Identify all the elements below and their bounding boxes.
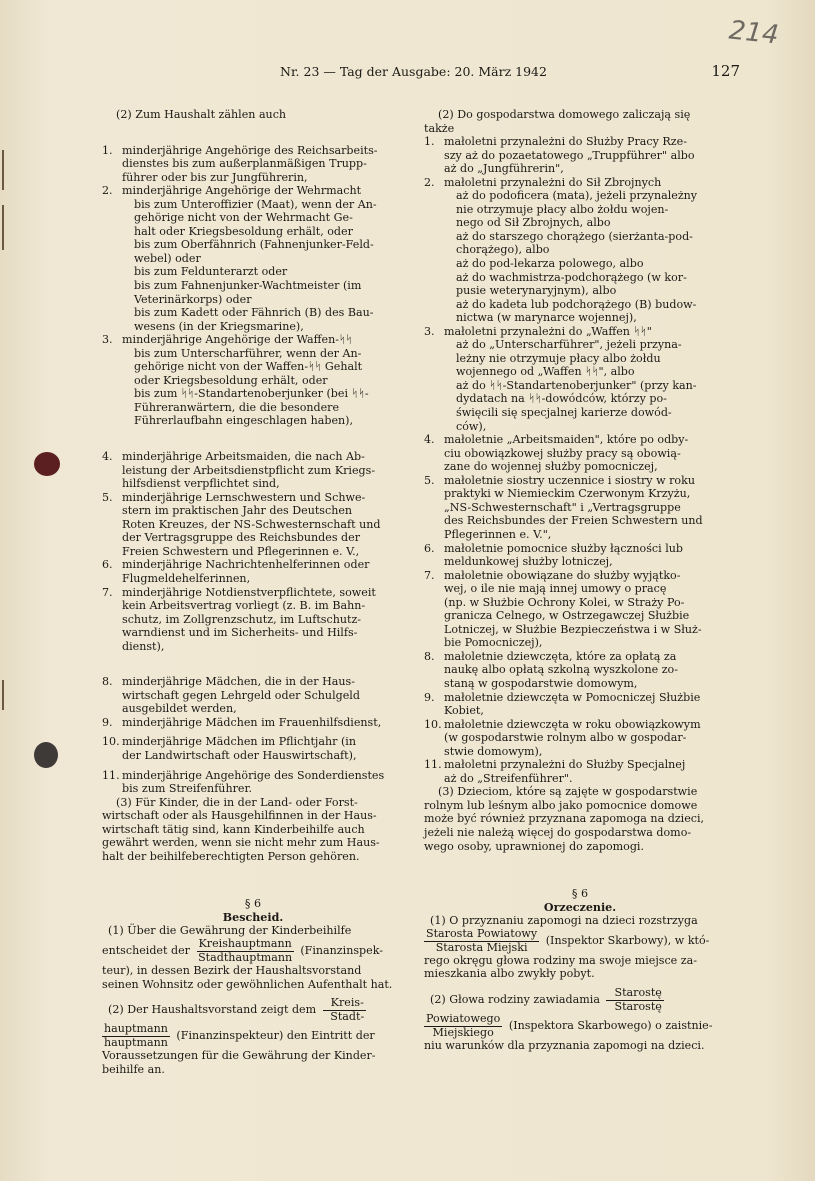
para-1-fraction-line — [424, 928, 736, 954]
item-number: 10. — [424, 717, 442, 731]
page-header — [280, 62, 740, 82]
text-line: bis zum Unteroffizier (Maat), wenn der An- — [134, 197, 377, 211]
list-item — [424, 474, 736, 542]
sub-item — [424, 338, 736, 433]
section-heading — [102, 897, 404, 924]
text-line: minderjährige Lernschwestern und Schwe- — [122, 490, 366, 504]
text-line: führer oder bis zur Jungführerin, — [122, 170, 308, 184]
item-number: 3. — [102, 333, 113, 347]
text-line: aż do pod-lekarza polowego, albo — [456, 257, 644, 271]
sub-item — [424, 189, 736, 324]
item-number: 2. — [424, 175, 435, 189]
text: (Finanzinspek- — [300, 943, 383, 957]
text-line: minderjährige Mädchen im Pflichtjahr (in — [122, 735, 356, 749]
list-item — [102, 144, 404, 185]
text-line: leżny nie otrzymuje płacy albo żołdu — [456, 351, 661, 365]
sub-item — [102, 198, 404, 333]
text-line: (w gospodarstwie rolnym albo w gospodar- — [444, 731, 687, 745]
item-number: 2. — [102, 184, 113, 198]
polish-item-list — [424, 135, 736, 785]
fraction-denominator: Stadt- — [330, 1010, 365, 1024]
text-line: niu warunków dla przyznania zapomogi na dzieci. — [424, 1038, 705, 1052]
section-heading — [424, 887, 736, 914]
para-2-fraction-line — [102, 1023, 404, 1049]
fraction-numerator: Starosta Powiatowy — [426, 926, 538, 940]
german-item-list — [102, 144, 404, 796]
spacer — [102, 653, 404, 675]
sub-item — [102, 347, 404, 428]
text-line: staną w gospodarstwie domowym, — [444, 676, 638, 690]
list-item — [424, 650, 736, 691]
list-item — [102, 558, 404, 585]
list-item — [424, 325, 736, 339]
text-line: wojennego od „Waffen ᛋᛋ", albo — [456, 365, 635, 379]
text-line: schutz, im Zollgrenzschutz, im Luftschutz- — [122, 612, 362, 626]
list-item — [102, 735, 404, 762]
fraction-denominator: Starostę — [614, 999, 662, 1013]
text-line: Flugmeldehelferinnen, — [122, 571, 251, 585]
text: (Finanzinspekteur) den Eintritt der — [176, 1029, 375, 1043]
text-line: meldunkowej służby lotniczej, — [444, 555, 613, 569]
list-item — [424, 135, 736, 176]
handwritten-annotation: 214 — [727, 15, 781, 51]
fraction-numerator: Powiatowego — [426, 1011, 501, 1025]
text-line: Pflegerinnen e. V.", — [444, 527, 552, 541]
text-line: wirtschaft oder als Hausgehilfinnen in der Haus- — [102, 809, 377, 823]
text-line: zane do wojennej służby pomocniczej, — [444, 460, 658, 474]
text-line: beihilfe an. — [102, 1062, 165, 1076]
text-line: dienstes bis zum außerplanmäßigen Trupp- — [122, 157, 367, 171]
text-line: des Reichsbundes der Freien Schwestern und — [444, 514, 703, 528]
list-item — [102, 586, 404, 654]
text-line: minderjährige Nachrichtenhelferinnen oder — [122, 558, 370, 572]
para-2-line — [424, 987, 736, 1013]
text-line: święcili się specjalnej karierze dowód- — [456, 406, 672, 420]
list-item — [424, 176, 736, 190]
text-line: teur), in dessen Bezirk der Haushaltsvorstand — [102, 963, 362, 977]
text-line: wej, o ile nie mają innej umowy o pracę — [444, 582, 667, 596]
fraction — [323, 997, 366, 1023]
text-line: małoletni przynależni do Służby Specjalnej — [444, 758, 686, 772]
text-line: chorążego), albo — [456, 243, 550, 257]
item-number: 5. — [102, 490, 113, 504]
text-line: minderjährige Angehörige der Wehrmacht — [122, 184, 362, 198]
text-line: aż do wachmistrza-podchorążego (w kor- — [456, 270, 687, 284]
list-item — [424, 758, 736, 785]
text-line: wesens (in der Kriegsmarine), — [134, 319, 304, 333]
text-line: stern im praktischen Jahr des Deutschen — [122, 504, 353, 518]
text-line: minderjährige Mädchen im Frauenhilfsdienst, — [122, 715, 382, 729]
text-line: pusie weterynaryjnym), albo — [456, 284, 617, 298]
item-number: 6. — [424, 541, 435, 555]
fraction — [424, 1013, 502, 1039]
punch-hole-mark — [34, 742, 58, 768]
fraction — [424, 928, 539, 954]
text-line: bis zum Fahnenjunker-Wachtmeister (im — [134, 279, 362, 293]
text: (Inspektora Skarbowego) o zaistnie- — [508, 1018, 713, 1032]
item-number: 8. — [102, 675, 113, 689]
fraction — [606, 987, 663, 1013]
text-line: minderjährige Angehörige des Sonderdienstes — [122, 768, 385, 782]
section-title: Orzeczenie. — [543, 900, 617, 914]
para-2-rest — [102, 1049, 404, 1076]
text-line: nie otrzymuje płacy albo żołdu wojen- — [456, 202, 669, 216]
text-line: warndienst und im Sicherheits- und Hilfs- — [122, 626, 358, 640]
text-line: minderjährige Angehörige der Waffen-ᛋᛋ — [122, 333, 353, 347]
text-line: bis zum Oberfähnrich (Fahnenjunker-Feld- — [134, 238, 374, 252]
text-line: małoletnie obowiązane do służby wyjątko- — [444, 568, 681, 582]
text-line: Führerlaufbahn eingeschlagen haben), — [134, 414, 354, 428]
text-line: bis zum Feldunterarzt oder — [134, 265, 288, 279]
item-number: 4. — [102, 450, 113, 464]
fraction-denominator: hauptmann — [104, 1036, 168, 1050]
text-line: der Vertragsgruppe des Reichsbundes der — [122, 531, 361, 545]
text-line: naukę albo opłatą szkolną wyszkolone zo- — [444, 663, 678, 677]
text-line: aż do kadeta lub podchorążego (B) budow- — [456, 297, 697, 311]
list-item — [102, 184, 404, 198]
item-number: 7. — [102, 585, 113, 599]
text-line: leistung der Arbeitsdienstpflicht zum Kriegs- — [122, 463, 376, 477]
item-number: 11. — [424, 758, 442, 772]
spacer — [102, 428, 404, 450]
fraction-denominator: Miejskiego — [432, 1025, 494, 1039]
para-1-line: (1) Über die Gewährung der Kinderbeihilfe — [108, 924, 352, 938]
section-title: Bescheid. — [222, 910, 284, 924]
list-item — [102, 333, 404, 347]
para-1-line: (1) O przyznaniu zapomogi na dzieci rozstrzyga — [430, 914, 698, 928]
text-line: rolnym lub leśnym albo jako pomocnice domowe — [424, 798, 698, 812]
list-item — [102, 675, 404, 716]
text-line: małoletni przynależni do Służby Pracy Rze- — [444, 135, 687, 149]
section-number: § 6 — [244, 897, 262, 911]
text-line: bis zum Streifenführer. — [122, 782, 253, 796]
item-number: 5. — [424, 473, 435, 487]
text-line: wirtschaft gegen Lehrgeld oder Schulgeld — [122, 688, 360, 702]
text-line: dydatach na ᛋᛋ-dowódców, którzy po- — [456, 392, 667, 406]
list-item — [102, 450, 404, 491]
text-line: minderjährige Notdienstverpflichtete, soweit — [122, 585, 376, 599]
fraction — [197, 938, 294, 964]
text-line: jeżeli nie należą więcej do gospodarstwa domo- — [424, 825, 692, 839]
text-line: halt oder Kriegsbesoldung erhält, oder — [134, 224, 353, 238]
item-number: 7. — [424, 568, 435, 582]
text-line: dienst), — [122, 639, 165, 653]
text-line: granicza Celnego, w Ostrzegawczej Służbie — [444, 609, 690, 623]
text-line: może być również przyznana zapomoga na dzieci, — [424, 812, 705, 826]
text-line: praktyki w Niemieckim Czerwonym Krzyżu, — [444, 487, 691, 501]
item-number: 1. — [424, 135, 435, 149]
page-number: 127 — [711, 62, 740, 80]
text-line: minderjährige Angehörige des Reichsarbeits- — [122, 143, 378, 157]
binding-mark — [2, 205, 4, 250]
item-number: 6. — [102, 558, 113, 572]
list-item — [424, 433, 736, 474]
text-line: Führeranwärtern, die die besondere — [134, 400, 340, 414]
list-item — [424, 542, 736, 569]
text-line: aż do starszego chorążego (sierżanta-pod- — [456, 229, 693, 243]
text-line: małoletni przynależni do „Waffen ᛋᛋ" — [444, 324, 652, 338]
list-item — [102, 769, 404, 796]
item-number: 9. — [424, 690, 435, 704]
fraction-denominator: Starosta Miejski — [435, 940, 528, 954]
item-number: 11. — [102, 768, 120, 782]
para-1-rest — [102, 964, 404, 991]
text-line: minderjährige Arbeitsmaiden, die nach Ab- — [122, 450, 365, 464]
text-line: gehörige nicht von der Waffen-ᛋᛋ Gehalt — [134, 360, 363, 374]
text-line: (3) Dzieciom, które są zajęte w gospodarstwie — [438, 785, 698, 799]
text-line: aż do „Jungführerin", — [444, 162, 564, 176]
text: (2) Der Haushaltsvorstand zeigt dem — [108, 1003, 317, 1017]
text-line: seinen Wohnsitz oder gewöhnlichen Aufenthalt hat. — [102, 977, 393, 991]
paragraph-3 — [102, 796, 404, 864]
text-line: małoletnie siostry uczennice i siostry w roku — [444, 473, 695, 487]
text-line: Voraussetzungen für die Gewährung der Kinder- — [102, 1049, 376, 1063]
text-line: (2) Do gospodarstwa domowego zaliczają się — [438, 108, 691, 121]
text-line: mieszkania albo zwykły pobyt. — [424, 967, 595, 981]
text-line: ciu obowiązkowej służby pracy są obowią- — [444, 446, 681, 460]
binding-mark — [2, 680, 4, 710]
paragraph-3 — [424, 785, 736, 853]
text-line: bis zum ᛋᛋ-Standartenoberjunker (bei ᛋᛋ- — [134, 387, 369, 401]
para-2-rest — [424, 1039, 736, 1053]
list-item — [102, 491, 404, 559]
text-line: Veterinärkorps) oder — [134, 292, 252, 306]
text-line: der Landwirtschaft oder Hauswirtschaft), — [122, 748, 357, 762]
text-line: Roten Kreuzes, der NS-Schwesternschaft und — [122, 517, 381, 531]
fraction-numerator: Kreis- — [323, 997, 366, 1011]
para-2-fraction-line — [424, 1013, 736, 1039]
text-line: rego okręgu głowa rodziny ma swoje miejsce za- — [424, 953, 697, 967]
text-line: wego osoby, uprawnionej do zapomogi. — [424, 839, 644, 853]
section-number: § 6 — [571, 887, 589, 901]
para-2-line — [102, 997, 404, 1023]
item-number: 3. — [424, 324, 435, 338]
paragraph-intro: (2) Zum Haushalt zählen auch — [116, 108, 287, 121]
text-line: nictwa (w marynarce wojennej), — [456, 311, 637, 325]
text-line: „NS-Schwesternschaft" i „Vertragsgruppe — [444, 500, 681, 514]
text-line: Kobiet, — [444, 704, 484, 718]
text-line: ausgebildet werden, — [122, 702, 237, 716]
text-line: bis zum Kadett oder Fähnrich (B) des Bau- — [134, 306, 374, 320]
text: entscheidet der — [102, 943, 190, 957]
polish-column — [424, 108, 736, 1052]
german-column — [102, 108, 404, 1076]
item-number: 1. — [102, 143, 113, 157]
text: (Inspektor Skarbowy), w któ- — [545, 933, 710, 947]
list-item — [424, 691, 736, 718]
text-line: bie Pomocniczej), — [444, 636, 543, 650]
text-line: halt der beihilfeberechtigten Person gehören. — [102, 849, 360, 863]
text-line: aż do podoficera (mata), jeżeli przynależny — [456, 189, 698, 203]
text-line: minderjährige Mädchen, die in der Haus- — [122, 675, 355, 689]
para-1-fraction-line — [102, 938, 404, 964]
text-line: gehörige nicht von der Wehrmacht Ge- — [134, 211, 353, 225]
text-line: (np. w Służbie Ochrony Kolei, w Straży Po- — [444, 595, 685, 609]
issue-line: Nr. 23 — Tag der Ausgabe: 20. März 1942 — [280, 64, 547, 79]
paragraph-intro — [424, 108, 736, 135]
fraction — [102, 1023, 170, 1049]
list-item — [102, 716, 404, 730]
text-line: hilfsdienst verpflichtet sind, — [122, 477, 280, 491]
text-line: wirtschaft tätig sind, kann Kinderbeihilfe auch — [102, 822, 365, 836]
text-line: oder Kriegsbesoldung erhält, oder — [134, 373, 328, 387]
item-number: 8. — [424, 649, 435, 663]
text-line: ców), — [456, 419, 487, 433]
fraction-numerator: hauptmann — [104, 1022, 168, 1036]
list-item — [424, 718, 736, 759]
item-number: 4. — [424, 433, 435, 447]
text-line: aż do „Streifenführer". — [444, 771, 573, 785]
text-line: szy aż do pozaetatowego „Truppführer" albo — [444, 148, 695, 162]
text-line: nego od Sił Zbrojnych, albo — [456, 216, 611, 230]
text-line: Lotniczej, w Służbie Bezpieczeństwa i w Służ- — [444, 622, 702, 636]
item-number: 10. — [102, 735, 120, 749]
text-line: kein Arbeitsvertrag vorliegt (z. B. im Bahn- — [122, 599, 366, 613]
punch-hole-mark — [34, 452, 60, 476]
text-line: także — [424, 121, 455, 135]
text-line: aż do ᛋᛋ-Standartenoberjunker" (przy kan- — [456, 378, 697, 392]
fraction-numerator: Kreishauptmann — [198, 936, 292, 950]
fraction-numerator: Starostę — [606, 987, 663, 1001]
item-number: 9. — [102, 715, 113, 729]
text-line: gewährt werden, wenn sie nicht mehr zum Haus- — [102, 836, 380, 850]
text-line: aż do „Unterscharführer", jeżeli przyna- — [456, 338, 682, 352]
text: (2) Głowa rodziny zawiadamia — [430, 992, 600, 1006]
fraction-denominator: Stadthauptmann — [198, 950, 293, 964]
text-line: małoletnie pomocnice służby łączności lub — [444, 541, 683, 555]
text-line: małoletni przynależni do Sił Zbrojnych — [444, 175, 662, 189]
list-item — [424, 569, 736, 650]
text-line: małoletnie „Arbeitsmaiden", które po odby- — [444, 433, 689, 447]
text-line: stwie domowym), — [444, 744, 543, 758]
text-line: Freien Schwestern und Pflegerinnen e. V., — [122, 544, 360, 558]
para-1-rest — [424, 954, 736, 981]
text-line: małoletnie dziewczęta w Pomocniczej Służbie — [444, 690, 701, 704]
text-line: małoletnie dziewczęta, które za opłatą za — [444, 649, 677, 663]
text-line: małoletnie dziewczęta w roku obowiązkowym — [444, 717, 701, 731]
text-line: webel) oder — [134, 251, 201, 265]
text-line: bis zum Unterscharführer, wenn der An- — [134, 346, 362, 360]
text-line: (3) Für Kinder, die in der Land- oder Forst- — [116, 795, 358, 809]
binding-mark — [2, 150, 4, 190]
